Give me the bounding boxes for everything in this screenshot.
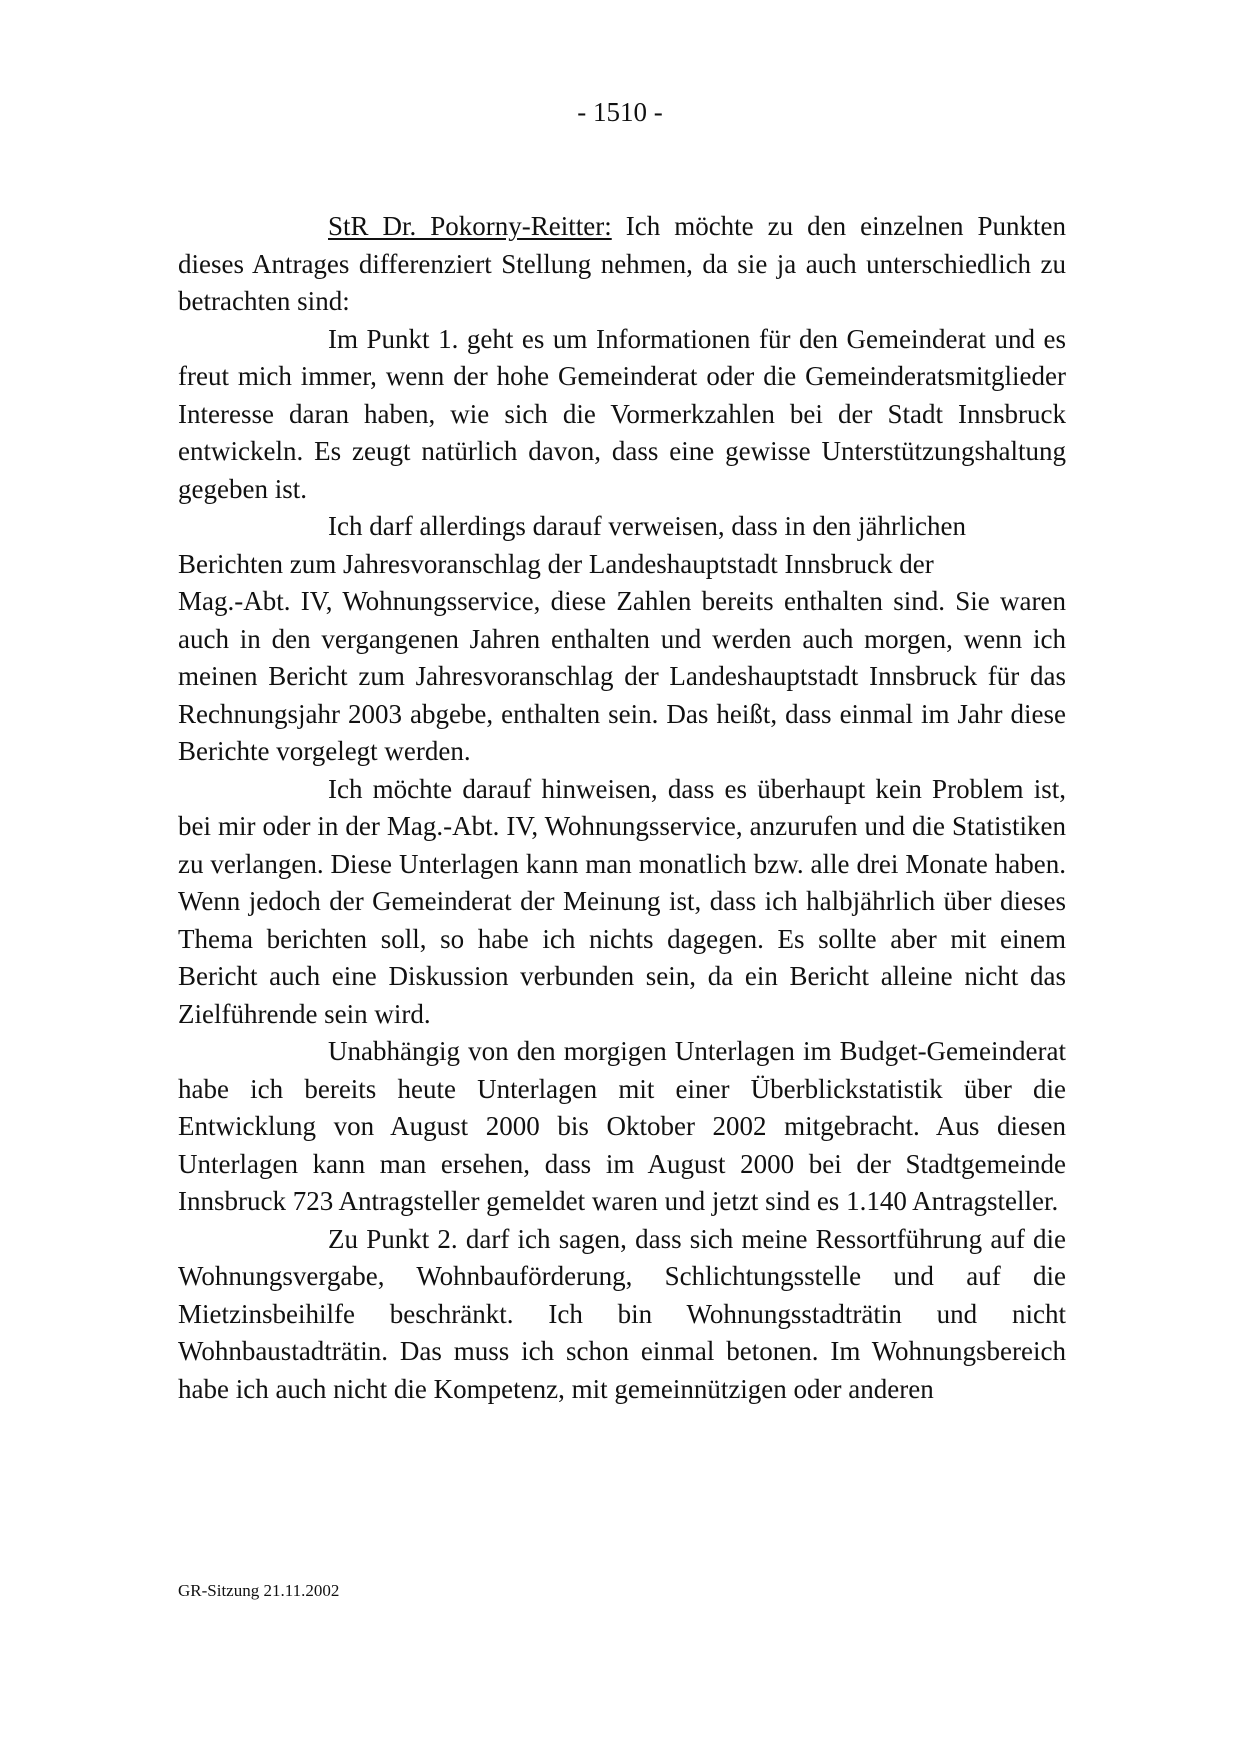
paragraph-2: Im Punkt 1. geht es um Informationen für den Gemeinderat und es freut mich immer, wenn der hohe Gemeinderat oder die Gemeinderatsmitglieder Interesse daran haben, wie sich die Vormerkzahlen bei der Stadt Innsbruck entwickeln. Es zeugt natürlich davon, dass eine gewisse Unterstützungshaltung gegeben ist. [178, 323, 1066, 504]
paragraph-1 [178, 208, 1066, 321]
paragraph-5: Unabhängig von den morgigen Unterlagen im Budget-Gemeinderat habe ich bereits heute Unterlagen mit einer Überblickstatistik über die Entwicklung von August 2000 bis Oktober 2002 mitgebracht. Aus diesen Unterlagen kann man ersehen, dass im August 2000 bei der Stadtgemeinde Innsbruck 723 Antragsteller gemeldet waren und jetzt sind es 1.140 Antragsteller. [178, 1036, 1066, 1216]
paragraph-3-first-part: Ich darf allerdings darauf verweisen, dass in den jährlichen Berichten zum Jahresvoranschlag der Landeshauptstadt Innsbruck der [178, 511, 966, 579]
paragraph-1-text: Ich möchte zu den einzelnen Punkten dieses Antrages differenziert Stellung nehmen, da sie ja auch unterschiedlich zu betrachten sind: [178, 211, 1067, 316]
paragraph-3-second-part: Mag.-Abt. IV, Wohnungsservice, diese Zahlen bereits enthalten sind. Sie waren auch in den vergangenen Jahren enthalten und werden auch morgen, wenn ich meinen Bericht zum Jahresvoranschlag der Landeshauptstadt Innsbruck für das Rechnungsjahr 2003 abgebe, enthalten sein. Das heißt, dass einmal im Jahr diese Berichte vorgelegt werden. [178, 586, 1066, 766]
footer-session-date: GR-Sitzung 21.11.2002 [178, 1581, 340, 1600]
document-body [178, 208, 1066, 1408]
page-number: - 1510 - [577, 97, 663, 127]
paragraph-6: Zu Punkt 2. darf ich sagen, dass sich meine Ressortführung auf die Wohnungsvergabe, Wohnbauförderung, Schlichtungsstelle und auf die Mietzinsbeihilfe beschränkt. Ich bin Wohnungsstadträtin und nicht Wohnbaustadträtin. Das muss ich schon einmal betonen. Im Wohnungsbereich habe ich auch nicht die Kompetenz, mit gemeinnützigen oder anderen [178, 1223, 1066, 1404]
speaker-name: StR Dr. Pokorny-Reitter: [328, 211, 612, 241]
paragraph-4: Ich möchte darauf hinweisen, dass es überhaupt kein Problem ist, bei mir oder in der Mag.-Abt. IV, Wohnungsservice, anzurufen und die Statistiken zu verlangen. Diese Unterlagen kann man monatlich bzw. alle drei Monate haben. Wenn jedoch der Gemeinderat der Meinung ist, dass ich halbjährlich über dieses Thema berichten soll, so habe ich nichts dagegen. Es sollte aber mit einem Bericht auch eine Diskussion verbunden sein, da ein Bericht alleine nicht das Zielführende sein wird. [178, 773, 1066, 1029]
paragraph-3 [178, 508, 1066, 771]
